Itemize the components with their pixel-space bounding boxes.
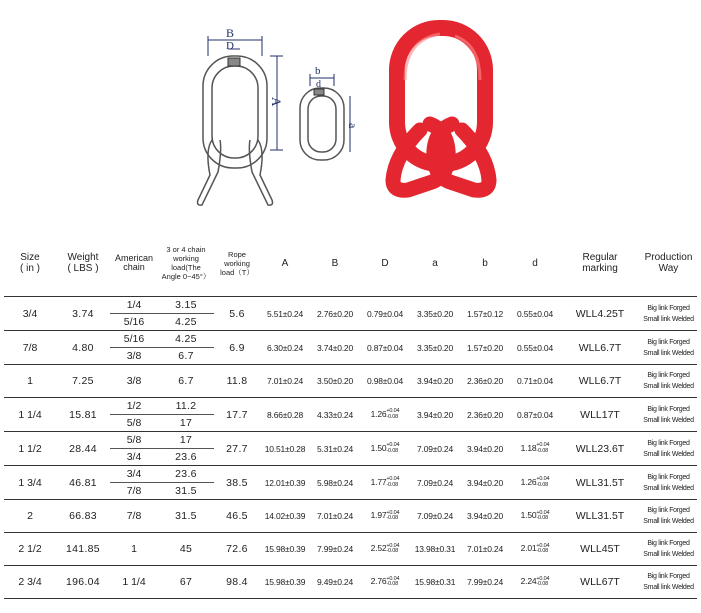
cell-size: 2 3/4	[4, 566, 56, 599]
header-row	[4, 230, 697, 297]
cell-working-load	[158, 500, 214, 533]
cell-size: 2	[4, 500, 56, 533]
cell-A: 7.01±0.24	[260, 365, 310, 398]
cell-a: 3.94±0.20	[410, 365, 460, 398]
dimension-value: 0.87±0.04	[517, 409, 553, 420]
tolerance-value: -0.08	[386, 548, 398, 555]
dimension-value: 0.71±0.04	[517, 376, 553, 386]
cell-d	[510, 398, 560, 432]
cell-a: 7.09±0.24	[410, 500, 460, 533]
production-line: Small link Welded	[643, 383, 694, 390]
cell-working-load	[158, 432, 214, 466]
production-line: Big link Forged	[647, 573, 690, 580]
tolerance	[386, 511, 399, 522]
cell-b: 3.94±0.20	[460, 466, 510, 500]
cell-marking: WLL31.5T	[560, 466, 640, 500]
cell-marking: WLL45T	[560, 533, 640, 566]
cell-production	[640, 466, 697, 500]
production-line: Small link Welded	[643, 315, 694, 323]
cell-marking: WLL6.7T	[560, 365, 640, 398]
working-load-value: 45	[179, 543, 193, 555]
dimension-value: 1.50	[520, 510, 537, 521]
cell-size: 1 1/4	[4, 398, 56, 432]
cell-A: 10.51±0.28	[260, 432, 310, 466]
dimension-value: 1.50	[370, 442, 387, 453]
header-B: B	[310, 230, 360, 297]
cell-rope-load: 72.6	[214, 533, 260, 566]
cell-rope-load: 27.7	[214, 432, 260, 466]
cell-b: 1.57±0.20	[460, 331, 510, 365]
cell-d	[510, 566, 560, 599]
header-rope-working-load: Rope working load（T）	[214, 230, 260, 297]
cell-weight: 4.80	[56, 331, 110, 365]
cell-b: 1.57±0.12	[460, 297, 510, 331]
table-row	[4, 398, 697, 432]
table-row	[4, 500, 697, 533]
product-illustration	[0, 0, 701, 230]
cell-american-chain	[110, 466, 158, 500]
cell-size: 7/8	[4, 331, 56, 365]
working-load-value: 23.6	[158, 448, 214, 465]
cell-marking: WLL17T	[560, 398, 640, 432]
cell-rope-load: 38.5	[214, 466, 260, 500]
header-production-way: Production Way	[640, 230, 697, 297]
chain-size: 1/2	[126, 400, 142, 412]
working-load-value: 23.6	[175, 468, 197, 480]
cell-american-chain	[110, 297, 158, 331]
cell-working-load	[158, 533, 214, 566]
tolerance-value: +0.04	[536, 476, 550, 483]
cell-size: 1 1/2	[4, 432, 56, 466]
cell-d	[510, 466, 560, 500]
tolerance	[536, 477, 549, 488]
header-regular-marking: Regular marking	[560, 230, 640, 297]
cell-american-chain	[110, 331, 158, 365]
cell-rope-load: 46.5	[214, 500, 260, 533]
cell-A: 12.01±0.39	[260, 466, 310, 500]
label-D: D	[226, 40, 234, 52]
cell-american-chain	[110, 432, 158, 466]
cell-american-chain	[110, 365, 158, 398]
cell-d	[510, 331, 560, 365]
production-line: Big link Forged	[647, 473, 690, 481]
cell-A: 5.51±0.24	[260, 297, 310, 331]
dimension-value: 2.01	[520, 543, 537, 554]
chain-size: 1/4	[126, 299, 142, 311]
tolerance	[536, 544, 549, 555]
dimension-value: 0.55±0.04	[517, 342, 553, 353]
table-row	[4, 566, 697, 599]
cell-B: 9.49±0.24	[310, 566, 360, 599]
cell-rope-load: 5.6	[214, 297, 260, 331]
cell-a: 7.09±0.24	[410, 466, 460, 500]
tolerance-value: +0.04	[386, 509, 400, 516]
cell-production	[640, 500, 697, 533]
cell-A: 15.98±0.39	[260, 566, 310, 599]
cell-size: 1 3/4	[4, 466, 56, 500]
working-load-value: 4.25	[158, 313, 214, 330]
production-line: Small link Welded	[643, 450, 694, 458]
tolerance-value: +0.04	[536, 542, 550, 549]
chain-size: 7/8	[110, 482, 158, 499]
label-b: b	[315, 65, 321, 77]
header-A: A	[260, 230, 310, 297]
cell-working-load	[158, 365, 214, 398]
cell-marking: WLL6.7T	[560, 331, 640, 365]
cell-weight: 15.81	[56, 398, 110, 432]
cell-weight: 46.81	[56, 466, 110, 500]
cell-b: 7.01±0.24	[460, 533, 510, 566]
cell-production	[640, 365, 697, 398]
cell-a: 7.09±0.24	[410, 432, 460, 466]
dimension-value: 1.18	[520, 442, 537, 453]
tolerance-value: -0.08	[536, 581, 548, 588]
cell-B: 3.74±0.20	[310, 331, 360, 365]
tolerance-value: +0.04	[536, 509, 550, 516]
header-size: Size ( in )	[4, 230, 56, 297]
production-line: Big link Forged	[647, 405, 690, 413]
cell-D	[360, 500, 410, 533]
cell-b: 2.36±0.20	[460, 365, 510, 398]
cell-d	[510, 365, 560, 398]
cell-american-chain	[110, 566, 158, 599]
cell-rope-load: 6.9	[214, 331, 260, 365]
tolerance	[536, 511, 549, 522]
cell-rope-load: 11.8	[214, 365, 260, 398]
table-row	[4, 466, 697, 500]
cell-size: 2 1/2	[4, 533, 56, 566]
cell-D	[360, 466, 410, 500]
table-row	[4, 365, 697, 398]
production-line: Big link Forged	[647, 304, 690, 312]
cell-american-chain	[110, 398, 158, 432]
dimension-value: 2.52	[370, 543, 387, 554]
working-load-value: 67	[179, 576, 193, 588]
production-line: Small link Welded	[643, 349, 694, 357]
cell-D	[360, 533, 410, 566]
cell-weight: 196.04	[56, 566, 110, 599]
cell-B: 7.99±0.24	[310, 533, 360, 566]
cell-marking: WLL67T	[560, 566, 640, 599]
tolerance-value: +0.04	[536, 575, 550, 582]
header-american-chain: American chain	[110, 230, 158, 297]
production-line: Big link Forged	[647, 338, 690, 346]
dimension-value: 0.55±0.04	[517, 308, 553, 319]
cell-production	[640, 432, 697, 466]
tolerance	[386, 544, 399, 555]
production-line: Big link Forged	[647, 372, 690, 379]
cell-B: 4.33±0.24	[310, 398, 360, 432]
cell-B: 5.98±0.24	[310, 466, 360, 500]
working-load-value: 6.7	[158, 347, 214, 364]
cell-weight: 28.44	[56, 432, 110, 466]
cell-production	[640, 297, 697, 331]
cell-D	[360, 297, 410, 331]
cell-production	[640, 398, 697, 432]
table-row	[4, 432, 697, 466]
cell-production	[640, 331, 697, 365]
cell-D	[360, 398, 410, 432]
chain-size: 5/16	[123, 333, 145, 345]
cell-B: 5.31±0.24	[310, 432, 360, 466]
working-load-value: 3.15	[175, 299, 197, 311]
cell-b: 3.94±0.20	[460, 432, 510, 466]
working-load-value: 11.2	[175, 400, 197, 412]
cell-rope-load: 17.7	[214, 398, 260, 432]
cell-working-load	[158, 566, 214, 599]
cell-d	[510, 533, 560, 566]
tolerance	[386, 443, 399, 454]
tolerance-value: +0.04	[386, 575, 400, 582]
cell-working-load	[158, 331, 214, 365]
chain-size: 3/8	[126, 375, 142, 387]
tolerance	[536, 443, 549, 454]
sub-link-diagram	[300, 88, 344, 160]
tolerance-value: -0.08	[386, 447, 398, 454]
production-line: Big link Forged	[647, 507, 690, 514]
cell-b: 2.36±0.20	[460, 398, 510, 432]
header-D: D	[360, 230, 410, 297]
working-load-value: 31.5	[158, 482, 214, 499]
dimension-value: 2.76	[370, 576, 387, 587]
working-load-value: 4.25	[175, 333, 197, 345]
cell-production	[640, 566, 697, 599]
production-line: Small link Welded	[643, 484, 694, 492]
tolerance	[536, 577, 549, 588]
cell-weight: 3.74	[56, 297, 110, 331]
chain-size: 5/8	[126, 434, 142, 446]
tolerance	[386, 577, 399, 588]
chain-size: 5/16	[110, 313, 158, 330]
production-line: Small link Welded	[643, 416, 694, 424]
production-line: Big link Forged	[647, 439, 690, 447]
label-B: B	[226, 26, 235, 40]
cell-b: 3.94±0.20	[460, 500, 510, 533]
tolerance-value: -0.08	[386, 481, 398, 488]
chain-size: 5/8	[110, 414, 158, 431]
table-row	[4, 297, 697, 331]
cell-rope-load: 98.4	[214, 566, 260, 599]
working-load-value: 17	[179, 434, 193, 446]
cell-d	[510, 500, 560, 533]
cell-size: 3/4	[4, 297, 56, 331]
cell-a: 15.98±0.31	[410, 566, 460, 599]
label-d: d	[316, 79, 321, 90]
dimension-value: 0.79±0.04	[367, 308, 403, 319]
chain-size: 7/8	[126, 510, 142, 522]
cell-D	[360, 432, 410, 466]
table-row	[4, 533, 697, 566]
working-load-value: 17	[158, 414, 214, 431]
label-A: A	[269, 97, 284, 107]
dimension-value: 0.87±0.04	[367, 342, 403, 353]
tolerance-value: -0.08	[536, 548, 548, 555]
tolerance-value: +0.04	[536, 442, 550, 449]
dimension-value: 1.26	[370, 408, 387, 419]
header-weight: Weight ( LBS )	[56, 230, 110, 297]
production-line: Small link Welded	[643, 551, 694, 558]
tolerance-value: +0.04	[386, 542, 400, 549]
cell-d	[510, 297, 560, 331]
cell-D	[360, 331, 410, 365]
chain-size: 3/8	[110, 347, 158, 364]
cell-weight: 7.25	[56, 365, 110, 398]
cell-working-load	[158, 398, 214, 432]
cell-A: 6.30±0.24	[260, 331, 310, 365]
table-row	[4, 331, 697, 365]
production-line: Big link Forged	[647, 540, 690, 547]
cell-american-chain	[110, 533, 158, 566]
cell-american-chain	[110, 500, 158, 533]
specification-table	[4, 230, 697, 599]
tolerance	[386, 409, 399, 420]
cell-a: 3.35±0.20	[410, 331, 460, 365]
cell-working-load	[158, 466, 214, 500]
working-load-value: 6.7	[178, 375, 194, 387]
cell-weight: 141.85	[56, 533, 110, 566]
cell-A: 8.66±0.28	[260, 398, 310, 432]
master-link-diagram	[198, 56, 273, 205]
cell-a: 3.94±0.20	[410, 398, 460, 432]
tolerance-value: -0.08	[536, 515, 548, 522]
cell-size: 1	[4, 365, 56, 398]
cell-marking: WLL31.5T	[560, 500, 640, 533]
header-chain-working-load: 3 or 4 chain working load(The Angle 0~45°）	[158, 230, 214, 297]
cell-a: 13.98±0.31	[410, 533, 460, 566]
chain-size: 1 1/4	[122, 576, 146, 588]
dimension-value: 0.98±0.04	[367, 376, 403, 386]
cell-a: 3.35±0.20	[410, 297, 460, 331]
tolerance-value: -0.08	[536, 481, 548, 488]
header-b: b	[460, 230, 510, 297]
cell-production	[640, 533, 697, 566]
chain-size: 3/4	[126, 468, 142, 480]
dimension-value: 1.26	[520, 476, 537, 487]
cell-D	[360, 365, 410, 398]
cell-d	[510, 432, 560, 466]
cell-A: 15.98±0.39	[260, 533, 310, 566]
tolerance-value: -0.08	[536, 447, 548, 454]
cell-working-load	[158, 297, 214, 331]
production-line: Small link Welded	[643, 584, 694, 591]
tolerance-value: -0.08	[386, 581, 398, 588]
dimension-value: 2.24	[520, 576, 537, 587]
cell-B: 7.01±0.24	[310, 500, 360, 533]
cell-D	[360, 566, 410, 599]
tolerance-value: +0.04	[386, 476, 400, 483]
tolerance-value: -0.08	[386, 515, 398, 522]
cell-A: 14.02±0.39	[260, 500, 310, 533]
tolerance	[386, 477, 399, 488]
header-d: d	[510, 230, 560, 297]
tolerance-value: +0.04	[386, 408, 400, 415]
cell-marking: WLL23.6T	[560, 432, 640, 466]
cell-weight: 66.83	[56, 500, 110, 533]
tolerance-value: -0.08	[386, 413, 398, 420]
chain-size: 3/4	[110, 448, 158, 465]
cell-B: 2.76±0.20	[310, 297, 360, 331]
production-line: Small link Welded	[643, 518, 694, 525]
cell-marking: WLL4.25T	[560, 297, 640, 331]
label-a: a	[346, 123, 360, 129]
dimension-value: 1.77	[370, 476, 387, 487]
dimension-value: 1.97	[370, 510, 387, 521]
header-a: a	[410, 230, 460, 297]
cell-B: 3.50±0.20	[310, 365, 360, 398]
cell-b: 7.99±0.24	[460, 566, 510, 599]
chain-size: 1	[131, 543, 137, 555]
tolerance-value: +0.04	[386, 442, 400, 449]
working-load-value: 31.5	[175, 510, 197, 522]
